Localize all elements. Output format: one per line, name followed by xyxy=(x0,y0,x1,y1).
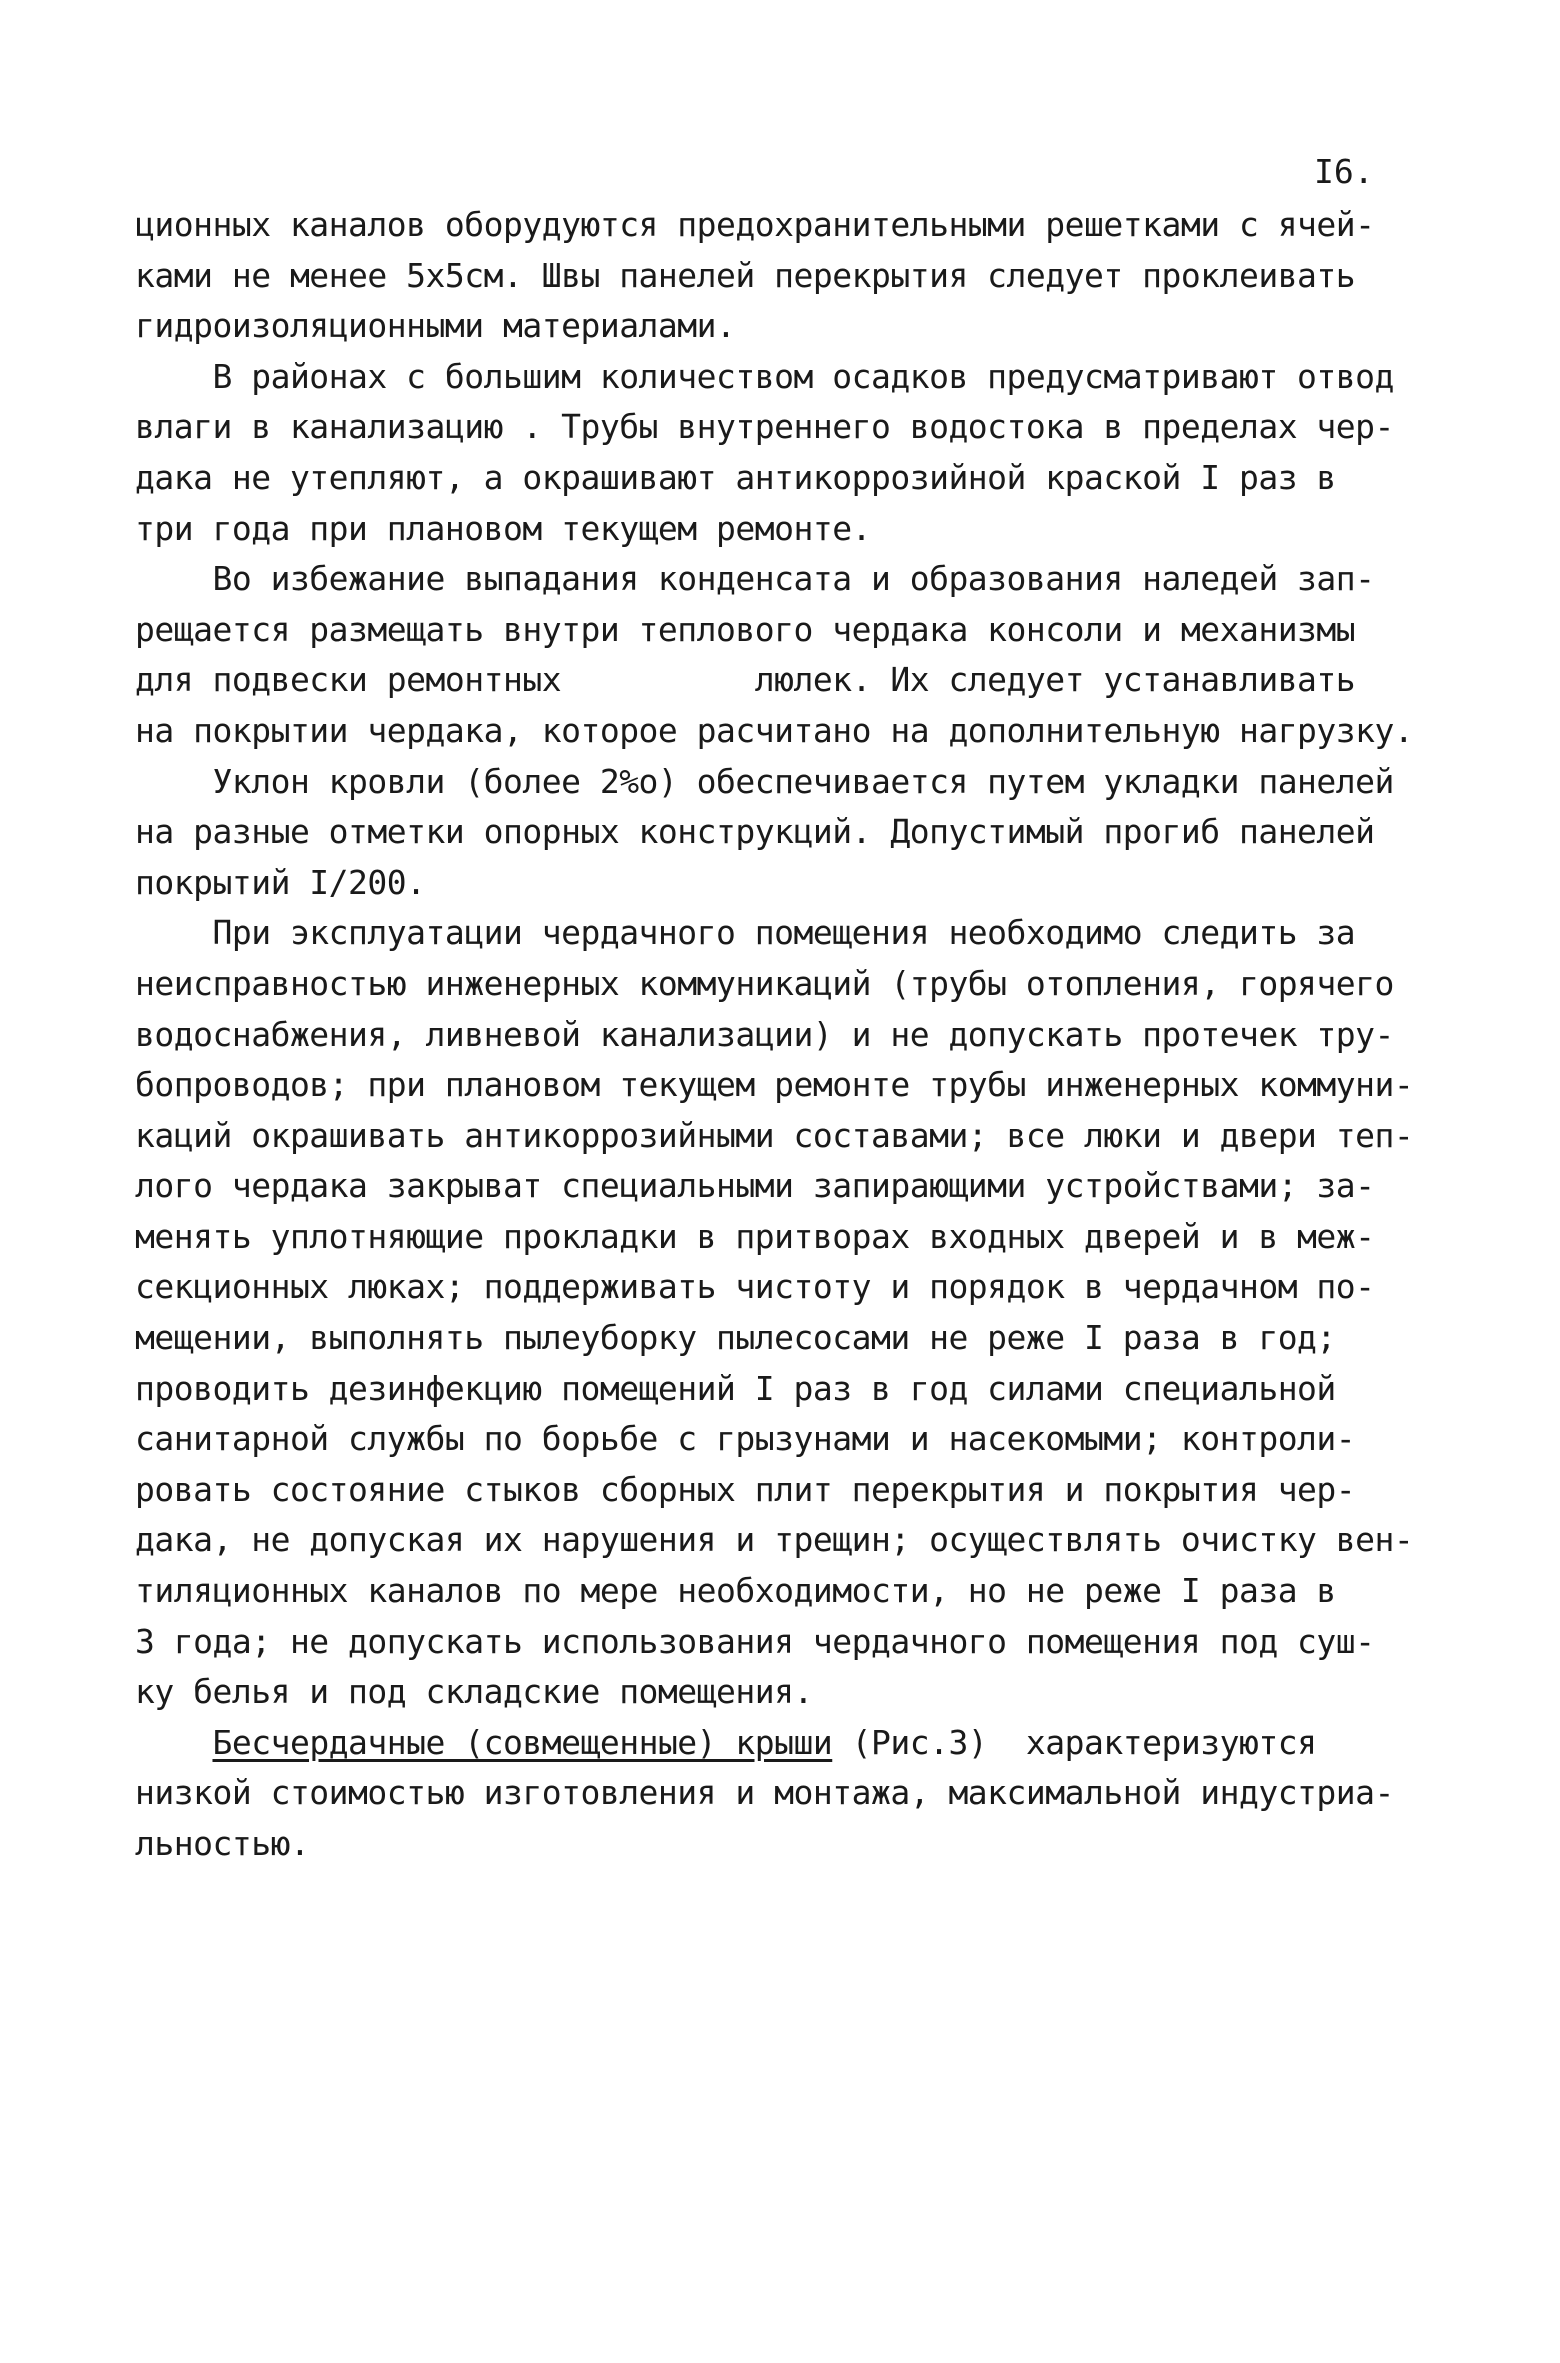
text-line: Уклон кровли (более 2%о) обеспечивается путем укладки панелей xyxy=(135,761,1394,801)
paragraph-indent xyxy=(135,1723,212,1762)
text-line: Во избежание выпадания конденсата и образования наледей зап- xyxy=(135,559,1375,599)
text-line: покрытий I/200. xyxy=(135,862,426,902)
text-line: дака не утепляют, а окрашивают антикоррозийной краской I раз в xyxy=(135,457,1336,497)
text-line: дака, не допуская их нарушения и трещин; осуществлять очистку вен- xyxy=(135,1520,1414,1560)
text-line: водоснабжения, ливневой канализации) и не допускать протечек тру- xyxy=(135,1014,1394,1054)
text-line: три года при плановом текущем ремонте. xyxy=(135,508,871,548)
underlined-heading: Бесчердачные (совмещенные) крыши xyxy=(212,1722,833,1762)
text-line: ровать состояние стыков сборных плит перекрытия и покрытия чер- xyxy=(135,1469,1356,1509)
text-line: В районах с большим количеством осадков предусматривают отвод xyxy=(135,356,1394,396)
text-line: бопроводов; при плановом текущем ремонте трубы инженерных коммуни- xyxy=(135,1065,1414,1105)
text-line: 3 года; не допускать использования чердачного помещения под суш- xyxy=(135,1621,1375,1661)
text-line: каций окрашивать антикоррозийными составами; все люки и двери теп- xyxy=(135,1115,1414,1155)
text-line-heading xyxy=(135,1718,1515,1769)
text-line: гидроизоляционными материалами. xyxy=(135,306,736,346)
text-line: мещении, выполнять пылеуборку пылесосами не реже I раза в год; xyxy=(135,1318,1336,1358)
text-line: неисправностью инженерных коммуникаций (трубы отопления, горячего xyxy=(135,963,1394,1003)
text-line: для подвески ремонтных люлек. Их следует устанавливать xyxy=(135,660,1356,700)
text-line: тиляционных каналов по мере необходимости, но не реже I раза в xyxy=(135,1571,1336,1611)
text-line: ционных каналов оборудуются предохранительными решетками с ячей- xyxy=(135,205,1375,244)
text-line: проводить дезинфекцию помещений I раз в год силами специальной xyxy=(135,1368,1336,1408)
text-line: При эксплуатации чердачного помещения необходимо следить за xyxy=(135,913,1356,953)
text-line: на разные отметки опорных конструкций. Допустимый прогиб панелей xyxy=(135,812,1375,852)
text-line: менять уплотняющие прокладки в притворах входных дверей и в меж- xyxy=(135,1216,1375,1256)
text-line: влаги в канализацию . Трубы внутреннего водостока в пределах чер- xyxy=(135,407,1394,447)
text-line: рещается размещать внутри теплового чердака консоли и механизмы xyxy=(135,609,1356,649)
text-line: ками не менее 5х5см. Швы панелей перекрытия следует проклеивать xyxy=(135,255,1356,295)
text-line: на покрытии чердака, которое расчитано на дополнительную нагрузку. xyxy=(135,710,1414,750)
text-line: льностью. xyxy=(135,1824,310,1863)
heading-continuation: (Рис.3) характеризуются xyxy=(832,1722,1317,1762)
text-line: секционных люках; поддерживать чистоту и порядок в чердачном по- xyxy=(135,1267,1375,1307)
text-line: низкой стоимостью изготовления и монтажа, максимальной индустриа- xyxy=(135,1773,1394,1813)
text-line: ку белья и под складские помещения. xyxy=(135,1672,813,1712)
page-number: I6. xyxy=(1314,152,1374,191)
text-line: лого чердака закрыват специальными запирающими устройствами; за- xyxy=(135,1166,1375,1206)
text-line: санитарной службы по борьбе с грызунами и насекомыми; контроли- xyxy=(135,1419,1356,1459)
body-text xyxy=(135,200,1515,1870)
